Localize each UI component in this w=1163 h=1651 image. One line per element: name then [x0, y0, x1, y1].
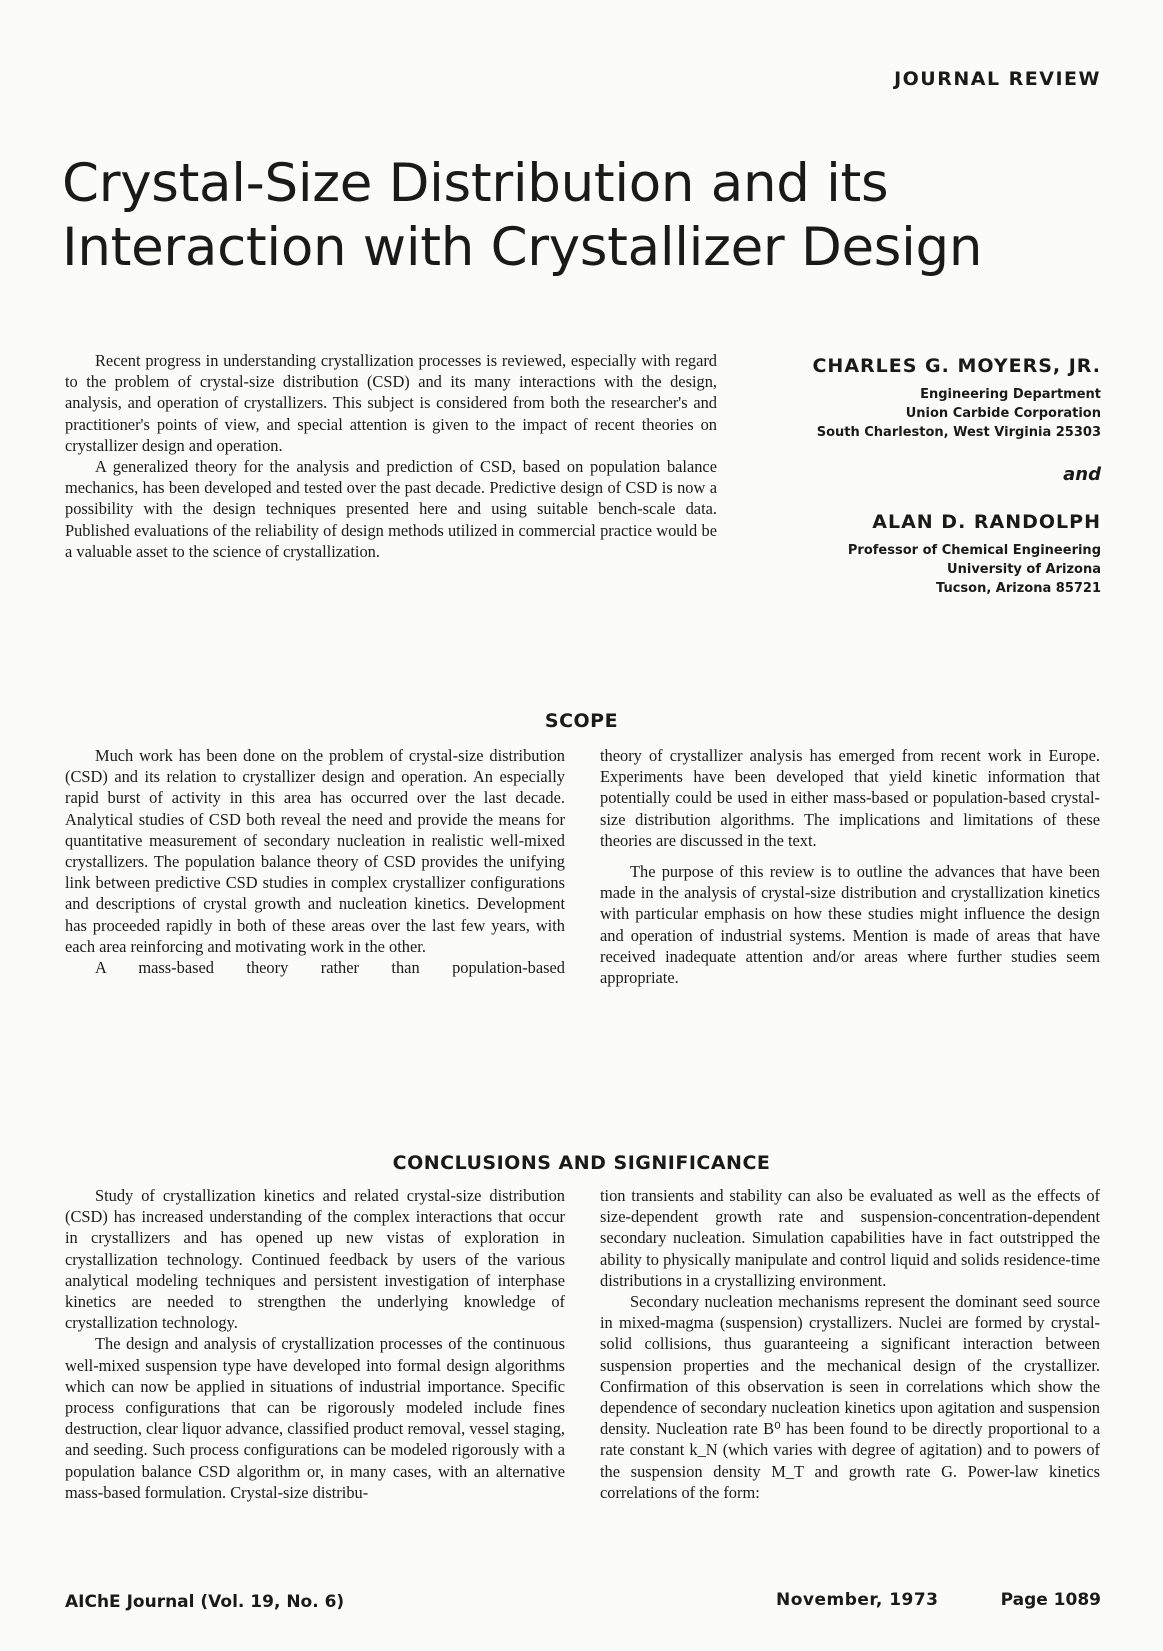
footer-date: November, 1973	[776, 1590, 939, 1610]
section-label: JOURNAL REVIEW	[894, 68, 1101, 90]
scope-paragraph: The purpose of this review is to outline the advances that have been made in the analysis of crystal-size distribution and crystallization kinetics with particular emphasis on how these studies might influence the design and operation of industrial systems. Mention is made of areas that have received inadequate attention and/or areas where further studies seem appropriate.	[600, 862, 1100, 988]
author-affiliation-line: Tucson, Arizona 85721	[936, 581, 1101, 596]
abstract	[65, 350, 717, 562]
conclusions-paragraph: Secondary nucleation mechanisms represent the dominant seed source in mixed-magma (suspension) crystallizers. Nuclei are formed by crystal-solid collisions, thus guaranteeing a significant interaction between suspension properties and the mechanical design of the crystallizer. Confirmation of this observation is seen in correlations which show the dependence of secondary nucleation kinetics upon agitation and suspension density. Nucleation rate B⁰ has been found to be directly proportional to a rate constant k_N (which varies with degree of agitation) and to powers of the suspension density M_T and growth rate G. Power-law kinetics correlations of the form:	[600, 1292, 1100, 1502]
scope-paragraph: theory of crystallizer analysis has emerged from recent work in Europe. Experiments have been developed that yield kinetic information that potentially could be used in either mass-based or population-based crystal-size distribution algorithms. The implications and limitations of these theories are discussed in the text.	[600, 746, 1100, 850]
conclusions-section	[65, 1185, 1100, 1503]
conclusions-right-column	[600, 1185, 1100, 1503]
footer-page-number: Page 1089	[1000, 1590, 1101, 1610]
conclusions-paragraph: The design and analysis of crystallization processes of the continuous well-mixed suspension type have developed into formal design algorithms which can now be applied in situations of industrial importance. Specific process configurations that can be rigorously modeled include fines destruction, clear liquor advance, classified product removal, vessel staging, and seeding. Such process configurations can be modeled rigorously with a population balance CSD algorithm or, in many cases, with an alternative mass-based formulation. Crystal-size distribu-	[65, 1334, 565, 1502]
scope-left-column	[65, 745, 565, 988]
author-affiliation-line: Engineering Department	[920, 387, 1101, 402]
scope-paragraph: A mass-based theory rather than population-based	[95, 958, 565, 978]
author-affiliation-line: Union Carbide Corporation	[905, 406, 1101, 421]
scope-right-column	[600, 745, 1100, 988]
footer-journal: AIChE Journal (Vol. 19, No. 6)	[65, 1592, 345, 1612]
scope-heading: SCOPE	[544, 710, 619, 732]
author-name: ALAN D. RANDOLPH	[872, 511, 1101, 533]
article-title: Crystal-Size Distribution and its Interaction with Crystallizer Design	[62, 153, 983, 278]
abstract-paragraph: A generalized theory for the analysis and prediction of CSD, based on population balance mechanics, has been developed and tested over the past decade. Predictive design of CSD is now a possibility with the design techniques presented here and using suitable bench-scale data. Published evaluations of the reliability of design methods utilized in commercial practice would be a valuable asset to the science of crystallization.	[65, 457, 717, 561]
conclusions-paragraph: Study of crystallization kinetics and related crystal-size distribution (CSD) has increased understanding of the complex interactions that occur in crystallizers and has opened up new vistas of exploration in crystallization technology. Continued feedback by users of the various analytical modeling techniques and persistent investigation of interphase kinetics are needed to strengthen the underlying knowledge of crystallization technology.	[65, 1186, 565, 1333]
author-name: CHARLES G. MOYERS, JR.	[812, 355, 1101, 377]
author-affiliation-line: South Charleston, West Virginia 25303	[816, 425, 1101, 440]
conclusions-paragraph: tion transients and stability can also be evaluated as well as the effects of size-dependent growth rate and suspension-concentration-dependent secondary nucleation. Simulation capabilities have in fact outstripped the ability to physically manipulate and control liquid and solids residence-time distributions in a crystallizing environment.	[600, 1186, 1100, 1290]
author-affiliation-line: Professor of Chemical Engineering	[847, 543, 1101, 558]
scope-section	[65, 745, 1100, 988]
author-block	[771, 355, 1101, 598]
conclusions-heading: CONCLUSIONS AND SIGNIFICANCE	[392, 1152, 771, 1174]
author-conjunction: and	[1063, 464, 1101, 485]
conclusions-left-column	[65, 1185, 565, 1503]
scope-paragraph: Much work has been done on the problem of crystal-size distribution (CSD) and its relation to crystallizer design and operation. An especially rapid burst of activity in this area has occurred over the last decade. Analytical studies of CSD both reveal the need and provide the means for quantitative measurement of secondary nucleation in realistic well-mixed crystallizers. The population balance theory of CSD provides the unifying link between predictive CSD studies in complex crystallizer configurations and descriptions of crystal growth and nucleation kinetics. Development has proceeded rapidly in both of these areas over the last few years, with each area reinforcing and motivating work in the other.	[65, 746, 565, 956]
author-affiliation-line: University of Arizona	[947, 562, 1101, 577]
abstract-paragraph: Recent progress in understanding crystallization processes is reviewed, especially with regard to the problem of crystal-size distribution (CSD) and its many interactions with the design, analysis, and operation of crystallizers. This subject is considered from both the researcher's and practitioner's points of view, and special attention is given to the impact of recent theories on crystallizer design and operation.	[65, 351, 717, 455]
